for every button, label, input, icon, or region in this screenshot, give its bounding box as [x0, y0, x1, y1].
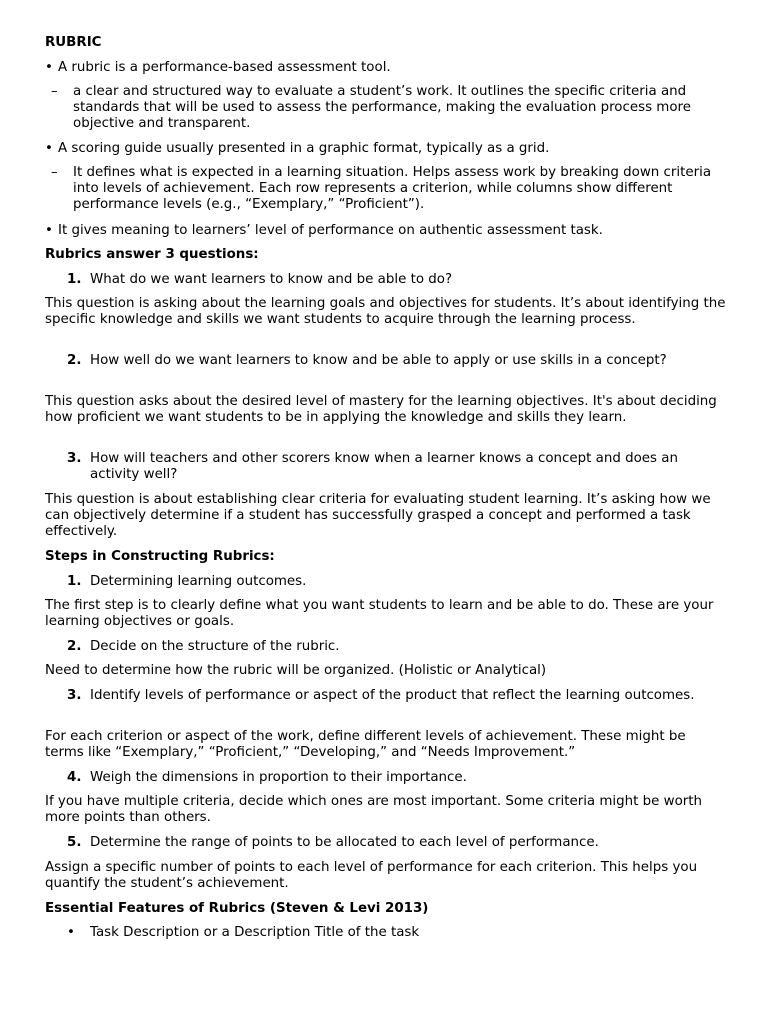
item-text: Weigh the dimensions in proportion to their importance.: [90, 770, 467, 785]
dash-mark: –: [51, 84, 58, 99]
item-number: 5.: [67, 835, 82, 850]
intro-bullet-1: [45, 60, 728, 76]
item-number: 4.: [67, 770, 82, 785]
item-number: 1.: [67, 272, 82, 287]
question-item-1: [45, 272, 728, 288]
feature-item-1: [45, 925, 728, 941]
item-text: How well do we want learners to know and be able to apply or use skills in a concept?: [90, 353, 667, 368]
bullet-mark: •: [45, 60, 53, 75]
question-item-2: [45, 353, 728, 369]
bullet-mark: •: [67, 925, 75, 940]
item-text: What do we want learners to know and be able to do?: [90, 272, 453, 287]
step-item-1: [45, 574, 728, 590]
section-heading-features: Essential Features of Rubrics (Steven & Levi 2013): [45, 901, 429, 916]
item-number: 1.: [67, 574, 82, 589]
question-item-3: [45, 451, 728, 483]
step-explanation-4: If you have multiple criteria, decide which ones are most important. Some criteria might be worth more points than others.: [45, 794, 703, 826]
step-item-2: [45, 639, 728, 655]
step-item-3: [45, 688, 728, 704]
question-explanation-3: This question is about establishing clear criteria for evaluating student learning. It’s asking how we can objectively determine if a student has successfully grasped a concept and performed a task effectively.: [45, 492, 711, 540]
question-explanation-1: This question is asking about the learning goals and objectives for students. It’s about identifying the specific knowledge and skills we want students to acquire through the learning process.: [45, 296, 726, 328]
item-text: Identify levels of performance or aspect of the product that reflect the learning outcomes.: [90, 688, 695, 703]
item-text: Determining learning outcomes.: [90, 574, 307, 589]
bullet-text: It gives meaning to learners’ level of performance on authentic assessment task.: [58, 223, 603, 238]
page-title: RUBRIC: [45, 35, 102, 50]
subpoint-text: a clear and structured way to evaluate a student’s work. It outlines the specific criteria and standards that will be used to assess the performance, making the evaluation process more objective and transparent.: [73, 84, 691, 132]
intro-bullet-2: [45, 141, 728, 157]
feature-text: Task Description or a Description Title of the task: [90, 925, 420, 940]
step-explanation-3: For each criterion or aspect of the work, define different levels of achievement. These might be terms like “Exemplary,” “Proficient,” “Developing,” and “Needs Improvement.”: [45, 729, 686, 761]
section-heading-questions: Rubrics answer 3 questions:: [45, 247, 259, 262]
intro-subpoint-1: [45, 84, 728, 133]
item-text: How will teachers and other scorers know when a learner knows a concept and does an activity well?: [90, 451, 678, 483]
bullet-mark: •: [45, 223, 53, 238]
item-number: 3.: [67, 451, 82, 466]
intro-subpoint-2: [45, 165, 728, 214]
item-text: Determine the range of points to be allocated to each level of performance.: [90, 835, 599, 850]
intro-bullet-3: [45, 223, 728, 239]
step-explanation-5: Assign a specific number of points to each level of performance for each criterion. This helps you quantify the student’s achievement.: [45, 860, 698, 892]
item-text: Decide on the structure of the rubric.: [90, 639, 340, 654]
dash-mark: –: [51, 165, 58, 180]
step-item-4: [45, 770, 728, 786]
bullet-text: A rubric is a performance-based assessment tool.: [58, 60, 391, 75]
item-number: 2.: [67, 639, 82, 654]
step-explanation-2: Need to determine how the rubric will be organized. (Holistic or Analytical): [45, 663, 547, 678]
bullet-mark: •: [45, 141, 53, 156]
step-item-5: [45, 835, 728, 851]
subpoint-text: It defines what is expected in a learning situation. Helps assess work by breaking down criteria into levels of achievement. Each row represents a criterion, while columns show different performance levels (e.g., “Exemplary,” “Proficient”).: [73, 165, 712, 213]
step-explanation-1: The first step is to clearly define what you want students to learn and be able to do. These are your learning objectives or goals.: [45, 598, 714, 630]
item-number: 2.: [67, 353, 82, 368]
question-explanation-2: This question asks about the desired level of mastery for the learning objectives. It's about deciding how proficient we want students to be in applying the knowledge and skills they learn.: [45, 394, 717, 426]
item-number: 3.: [67, 688, 82, 703]
section-heading-steps: Steps in Constructing Rubrics:: [45, 549, 275, 564]
bullet-text: A scoring guide usually presented in a graphic format, typically as a grid.: [58, 141, 550, 156]
